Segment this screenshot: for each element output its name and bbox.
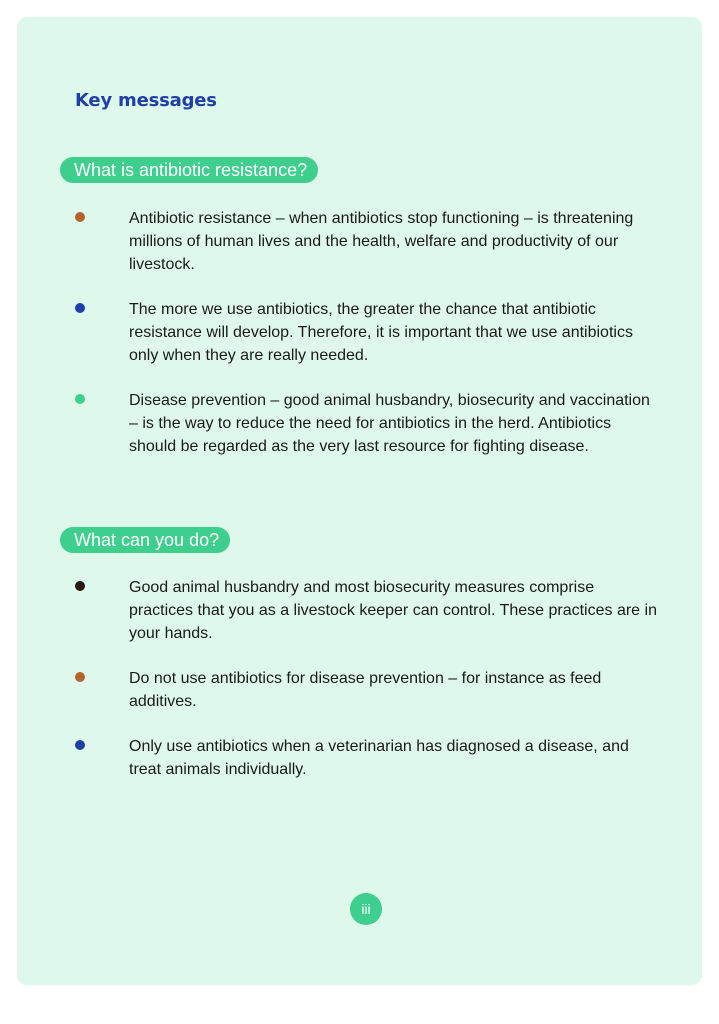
bullet-text: Good animal husbandry and most biosecurity measures comprise practices that you as a livestock keeper can control. These practices are in your hands.	[129, 579, 657, 642]
list-item	[0, 298, 719, 367]
bullet-dot	[75, 394, 85, 404]
bullet-list-antibiotic-resistance	[0, 207, 719, 480]
bullet-text: Do not use antibiotics for disease prevention – for instance as feed additives.	[129, 670, 602, 710]
bullet-dot	[75, 303, 85, 313]
list-item	[0, 735, 719, 781]
section-heading-what-can-you-do: What can you do?	[60, 527, 230, 553]
bullet-dot	[75, 212, 85, 222]
section-heading-antibiotic-resistance: What is antibiotic resistance?	[60, 157, 318, 183]
bullet-text: Only use antibiotics when a veterinarian has diagnosed a disease, and treat animals individually.	[129, 738, 629, 778]
bullet-text: Disease prevention – good animal husbandry, biosecurity and vaccination – is the way to reduce the need for antibiotics in the herd. Antibiotics should be regarded as the very last resource for fighting disease.	[129, 392, 650, 455]
bullet-dot	[75, 581, 85, 591]
page-number-badge: iii	[350, 893, 382, 925]
list-item	[0, 389, 719, 458]
bullet-dot	[75, 740, 85, 750]
bullet-list-what-can-you-do	[0, 576, 719, 803]
bullet-text: The more we use antibiotics, the greater the chance that antibiotic resistance will develop. Therefore, it is important that we use antibiotics only when they are really needed.	[129, 301, 633, 364]
list-item	[0, 207, 719, 276]
page-title: Key messages	[75, 90, 217, 111]
list-item	[0, 576, 719, 645]
bullet-dot	[75, 672, 85, 682]
bullet-text: Antibiotic resistance – when antibiotics stop functioning – is threatening millions of human lives and the health, welfare and productivity of our livestock.	[129, 210, 634, 273]
list-item	[0, 667, 719, 713]
